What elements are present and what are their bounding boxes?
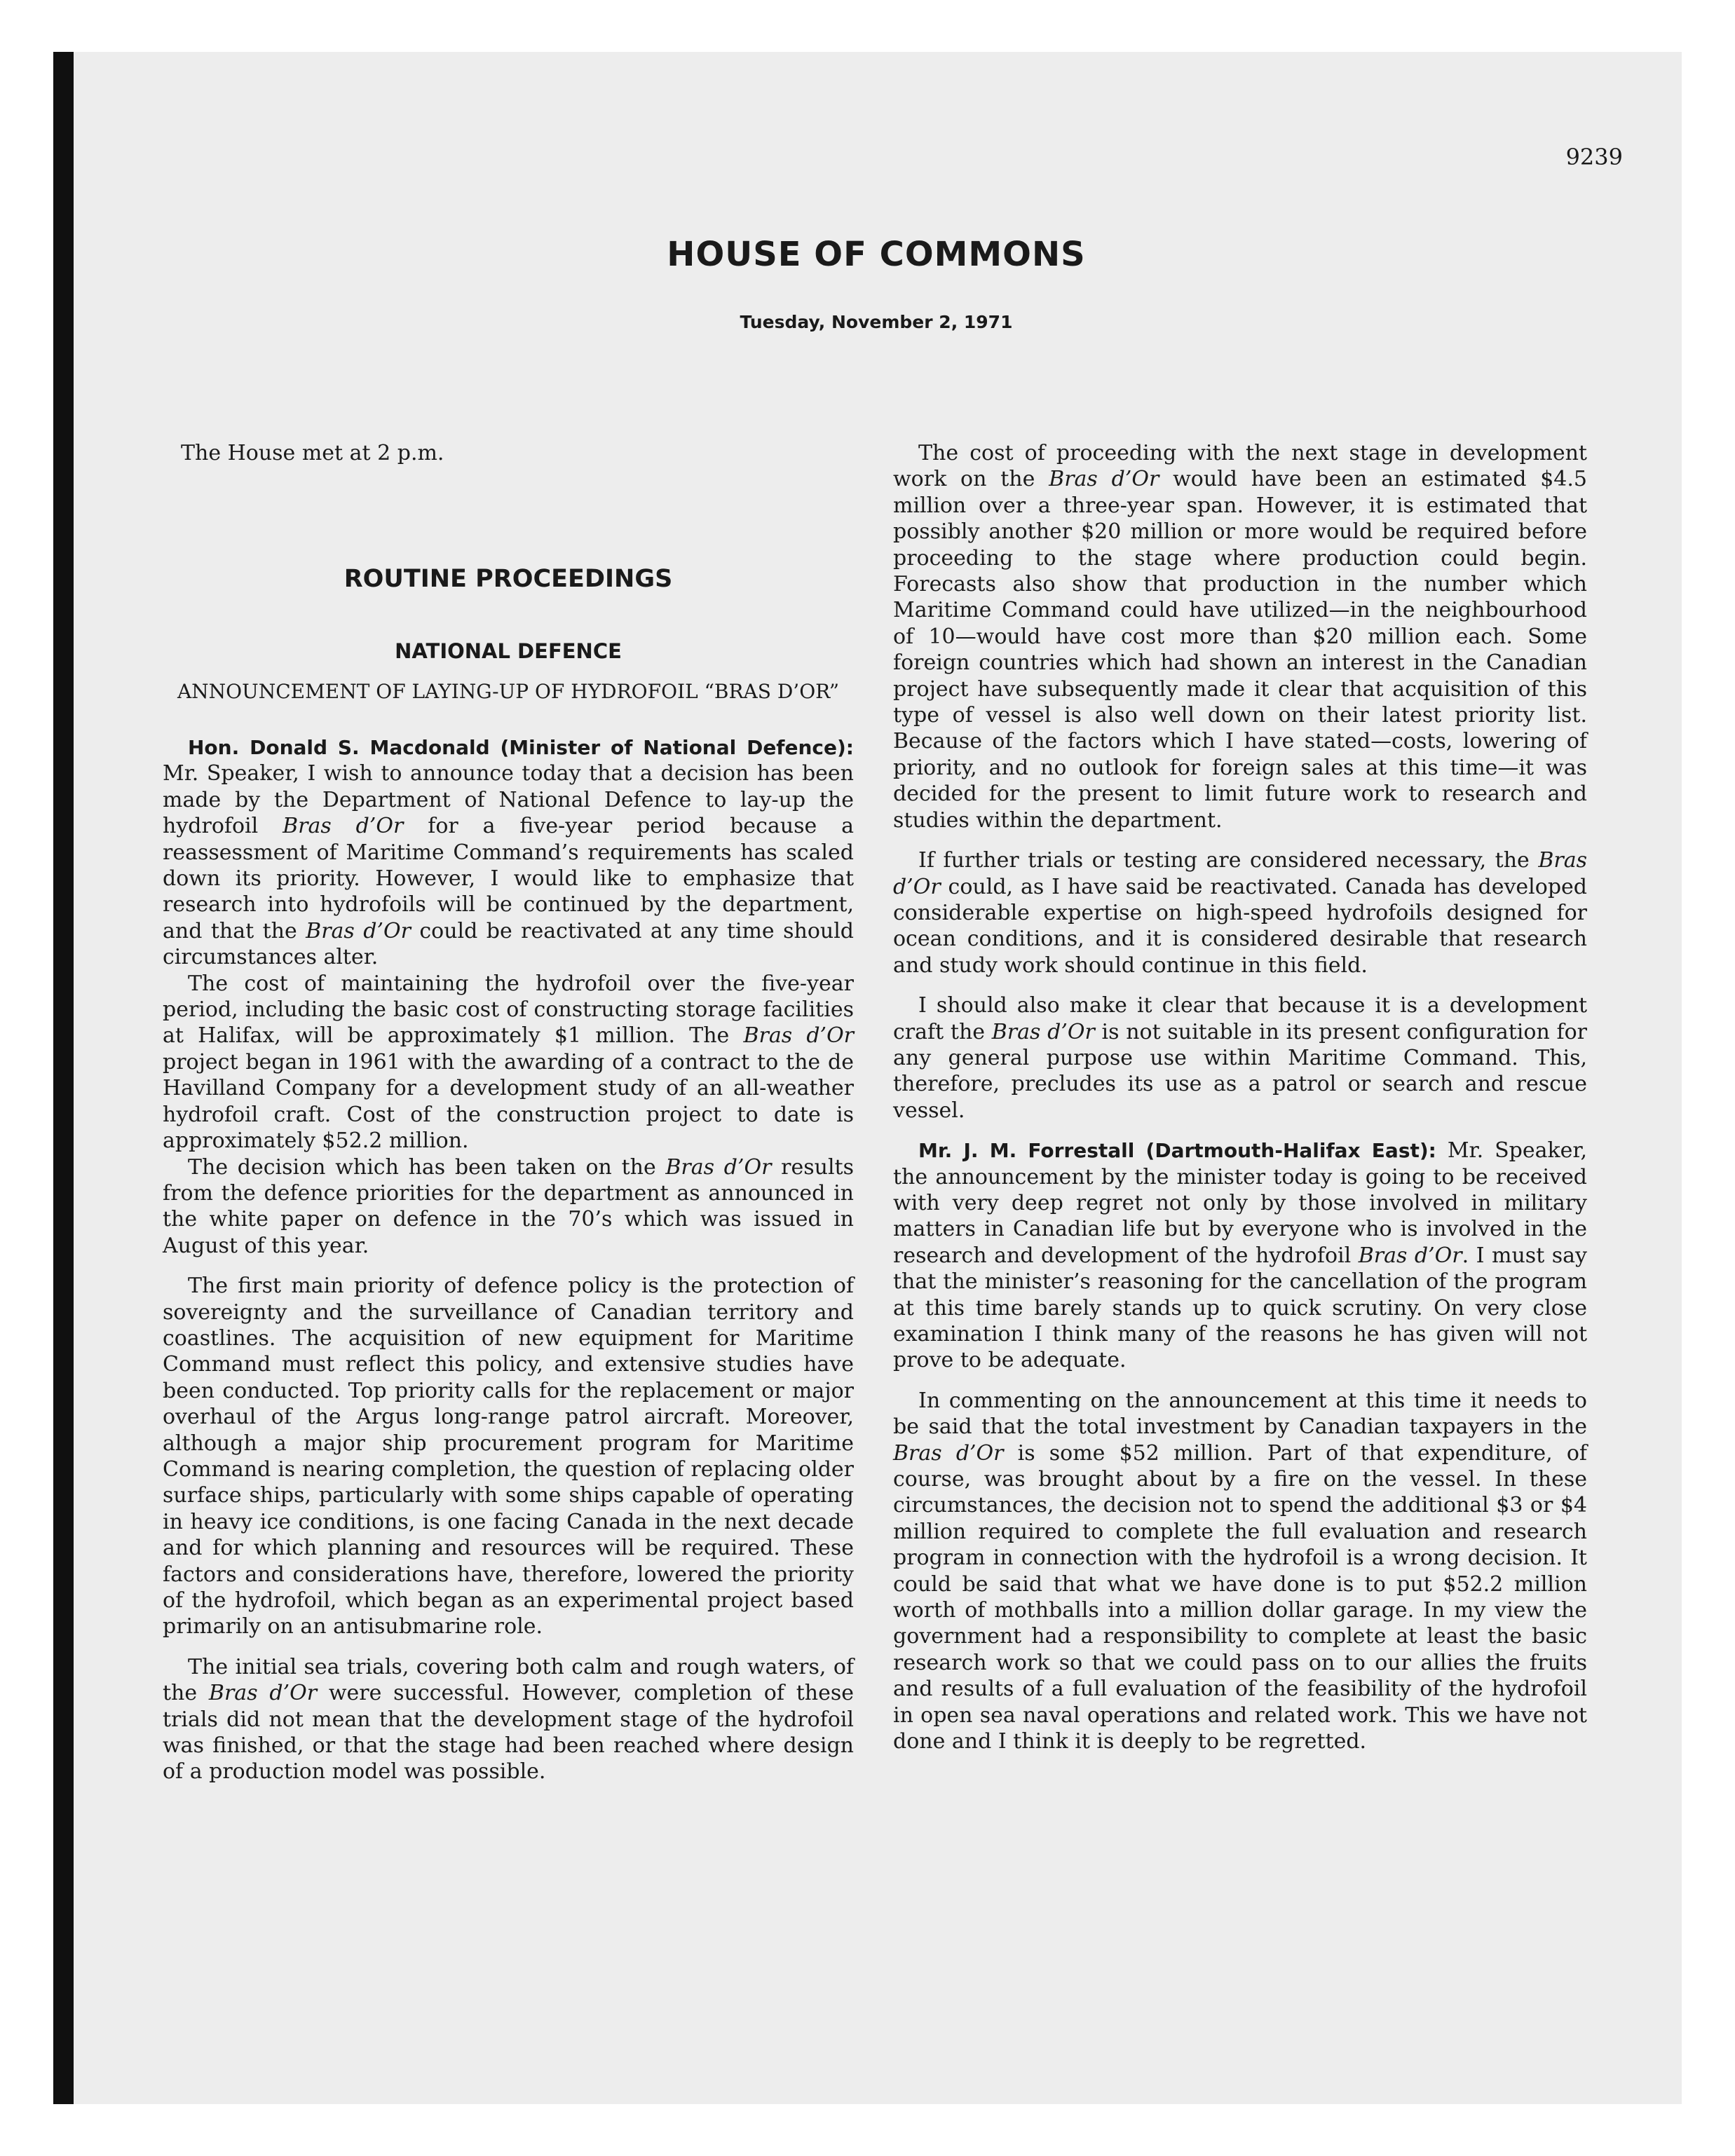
speaker-name: Mr. J. M. Forrestall (Dartmouth-Halifax East): [918, 1139, 1436, 1163]
vessel-name: Bras d’Or [208, 1681, 318, 1706]
paragraph: The first main priority of defence policy is the protection of sovereignty and the surveillance of Canadian territory and coastlines. The acquisition of new equipment for Maritime Command must reflect this policy, and extensive studies have been conducted. Top priority calls for the replacement or major overhaul of the Argus long-range patrol aircraft. Moreover, although a major ship procurement program for Maritime Command is nearing completion, the question of replacing older surface ships, particularly with some ships capable of operating in heavy ice conditions, is one facing Canada in the next decade and for which planning and resources will be required. These factors and considerations have, therefore, lowered the priority of the hydrofoil, which began as an experimental project based primarily on an antisubmarine role. [163, 1274, 854, 1639]
vessel-name: Bras d’Or [306, 918, 411, 943]
section-heading: ROUTINE PROCEEDINGS [343, 565, 673, 593]
vessel-name: Bras d’Or [665, 1154, 772, 1180]
vessel-name: Bras d’Or [1358, 1243, 1462, 1268]
vessel-name: Bras d’Or [991, 1019, 1095, 1044]
binding-edge [53, 52, 74, 2104]
paragraph: Hon. Donald S. Macdonald (Minister of National Defence): Mr. Speaker, I wish to announce today that a decision has been made by the Department of National Defence to lay-up the hydrofoil Bras d’Or for a five-year period because a reassessment of Maritime Command’s requirements has scaled down its priority. However, I would like to emphasize that research into hydrofoils will be continued by the department, and that the Bras d’Or could be reactivated at any time should circumstances alter. [163, 736, 855, 970]
paragraph: I should also make it clear that because it is a development craft the Bras d’Or is not suitable in its present configuration for any general purpose use within Maritime Command. This, therefore, precludes its use as a patrol or search and rescue vessel. [893, 993, 1588, 1123]
paragraph: In commenting on the announcement at this time it needs to be said that the total investment by Canadian taxpayers in the Bras d’Or is some $52 million. Part of that expenditure, of course, was brought about by a fire on the vessel. In these circumstances, the decision not to spend the additional $3 or $4 million required to complete the full evaluation and research program in connection with the hydrofoil is a wrong decision. It could be said that what we have done is to put $52.2 million worth of mothballs into a million dollar garage. In my view the government had a responsibility to complete at least the basic research work so that we could pass on to our allies the fruits and results of a full evaluation of the feasibility of the hydrofoil in open sea naval operations and related work. This we have not done and I think it is deeply to be regretted. [893, 1388, 1587, 1754]
vessel-name: Bras d’Or [283, 814, 404, 839]
topic-heading: ANNOUNCEMENT OF LAYING-UP OF HYDROFOIL “BRAS D’OR” [177, 680, 840, 703]
paragraph: If further trials or testing are considered necessary, the Bras d’Or could, as I have said be reactivated. Canada has developed considerable expertise on high-speed hydrofoils designed for ocean conditions, and it is considered desirable that research and study work should continue in this field. [893, 848, 1587, 978]
page-title: HOUSE OF COMMONS [667, 235, 1086, 274]
right-column [893, 440, 1587, 1769]
paragraph: The initial sea trials, covering both calm and rough waters, of the Bras d’Or were successful. However, completion of these trials did not mean that the development stage of the hydrofoil was finished, or that the stage had been reached where design of a production model was possible. [163, 1654, 854, 1785]
vessel-name: Bras d’Or [893, 848, 1587, 899]
page-number: 9239 [1565, 144, 1623, 170]
vessel-name: Bras d’Or [893, 1440, 1004, 1466]
vessel-name: Bras d’Or [1049, 467, 1159, 492]
paragraph: The cost of maintaining the hydrofoil over the five-year period, including the basic cost of constructing storage facilities at Halifax, will be approximately $1 million. The Bras d’Or project began in 1961 with the awarding of a contract to the de Havilland Company for a development study of an all-weather hydrofoil craft. Cost of the construction project to date is approximately $52.2 million. [163, 971, 855, 1154]
speaker-name: Hon. Donald S. Macdonald (Minister of National Defence): [188, 736, 854, 759]
sitting-time: The House met at 2 p.m. [181, 441, 444, 465]
subject-heading: NATIONAL DEFENCE [395, 639, 622, 663]
sitting-date: Tuesday, November 2, 1971 [740, 312, 1013, 332]
paragraph: The cost of proceeding with the next stage in development work on the Bras d’Or would have been an estimated $4.5 million over a three-year span. However, it is estimated that possibly another $20 million or more would be required before proceeding to the stage where production could begin. Forecasts also show that production in the number which Maritime Command could have utilized—in the neighbourhood of 10—would have cost more than $20 million each. Some foreign countries which had shown an interest in the Canadian project have subsequently made it clear that acquisition of this type of vessel is also well down on their latest priority list. Because of the factors which I have stated—costs, lowering of priority, and no outlook for foreign sales at this time—it was decided for the present to limit future work to research and studies within the department. [893, 441, 1587, 833]
vessel-name: Bras d’Or [743, 1023, 855, 1049]
paragraph: Mr. J. M. Forrestall (Dartmouth-Halifax East): Mr. Speaker, the announcement by the minister today is going to be received with very deep regret not only by those involved in military matters in Canadian life but by everyone who is involved in the research and development of the hydrofoil Bras d’Or. I must say that the minister’s reasoning for the cancellation of the program at this time barely stands up to quick scrutiny. On very close examination I think many of the reasons he has given will not prove to be adequate. [893, 1138, 1587, 1373]
paragraph: The decision which has been taken on the Bras d’Or results from the defence priorities for the department as announced in the white paper on defence in the 70’s which was issued in August of this year. [163, 1154, 854, 1258]
left-column [163, 440, 854, 1799]
